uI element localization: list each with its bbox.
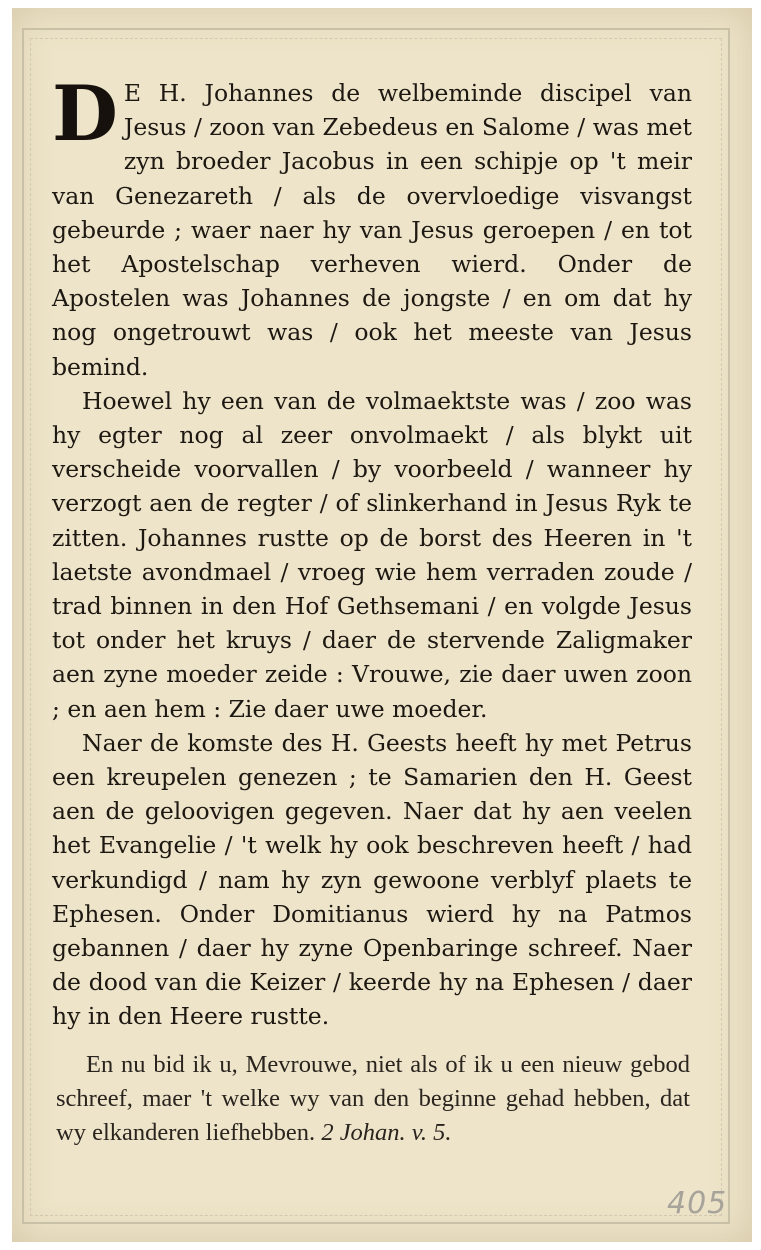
paragraph-1-text: E H. Johannes de welbeminde discipel van Jesus / zoon van Zebedeus en Salome / was met zyn broeder Jacobus in een schipje op 't meir van Genezareth / als de overvloedige visvangst gebeurde ; waer naer hy van Jesus geroepen / en tot het Apostelschap verheven wierd. Onder de Apostelen was Johannes de jongste / en om dat hy nog ongetrouwt was / ook het meeste van Jesus bemind. (52, 79, 692, 381)
pencil-inventory-number: 405 (667, 1186, 728, 1221)
paragraph-2-text: Hoewel hy een van de volmaektste was / zoo was hy egter nog al zeer onvolmaekt / als blykt uit verscheide voorvallen / by voorbeeld / wanneer hy verzogt aen de regter / of slinkerhand in Jesus Ryk te zitten. Johannes rustte op de borst des Heeren in 't laetste avondmael / vroeg wie hem verraden zoude / trad binnen in den Hof Gethsemani / en volgde Jesus tot onder het kruys / daer de stervende Zaligmaker aen zyne moeder zeide : Vrouwe, zie daer uwen zoon ; en aen hem : Zie daer uwe moeder. (52, 386, 692, 723)
printed-card (12, 8, 752, 1242)
scripture-text: En nu bid ik u, Mevrouwe, niet als of ik u een nieuw gebod schreef, maer 't welke wy van den beginne gehad hebben, dat wy elkanderen liefhebben. (56, 1051, 690, 1146)
biography-paragraph-1 (52, 69, 692, 384)
scripture-quote (56, 1048, 690, 1150)
biography-paragraph-3 (52, 726, 692, 1034)
drop-cap-initial: D (52, 69, 118, 158)
biography-text (52, 69, 692, 1034)
paragraph-3-text: Naer de komste des H. Geests heeft hy met Petrus een kreupelen genezen ; te Samarien den H. Geest aen de geloovigen gegeven. Naer dat hy aen veelen het Evangelie / 't welk hy ook beschreven heeft / had verkundigd / nam hy zyn gewoone verblyf plaets te Ephesen. Onder Domitianus wierd hy na Patmos gebannen / daer hy zyne Openbaringe schreef. Naer de dood van die Keizer / keerde hy na Ephesen / daer hy in den Heere rustte. (52, 728, 692, 1031)
scripture-reference: 2 Johan. v. 5. (321, 1119, 452, 1146)
biography-paragraph-2 (52, 384, 692, 726)
